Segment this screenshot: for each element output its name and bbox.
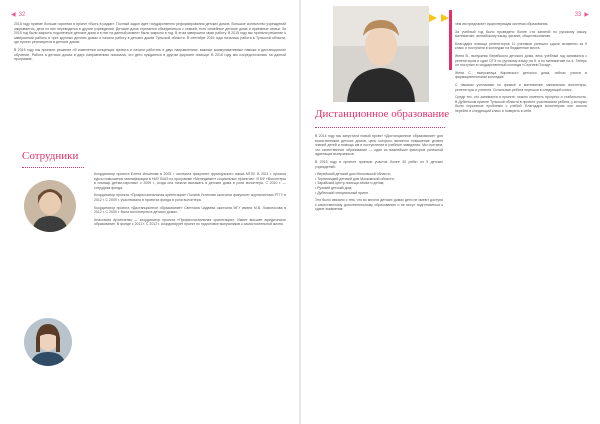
paragraph: С нашими учениками по физике и математике занимались волонтеры, репетиторы и учителя. Остальные ребята перешли в следующий класс. (455, 82, 587, 92)
distance-col2 (455, 22, 587, 117)
paragraph: Анастасия Архипченко — координатор проекта «Профессиональная ориентация». Имеет высшее юридическое образование. В фонде с 2011 г. С 2012 г. координирует проект по подготовке выпускников к самостоятельной жизни. (94, 217, 286, 227)
paragraph: Координатор проекта «Дистанционное образование» Светлана Чадаева окончила МГУ имени М.В. Ломоносова в 2012 г. С 2009 г. была волонтером в детских домах. (94, 205, 286, 215)
paragraph: Женя С., выпускница Кировского детского дома, сейчас учится в фармацевтическом колледже. (455, 70, 587, 80)
list-item: • Зарайский центр помощи семье и детям; (315, 181, 385, 186)
paragraph: За учебный год было проведено более ста занятий по русскому языку, математике, английскому языку, физике, обществознанию. (455, 29, 587, 39)
chevron-left-icon: ◀ (11, 12, 16, 18)
paragraph: Это было связано с тем, что во многих детских домах дети не имеют доступа к качественному дополнительному образованию и не могут подготовиться к сдаче экзаменов. (315, 198, 443, 212)
distance-col1 (315, 134, 443, 215)
paragraph: В 2015 году мы приняли решение об изменении концепции проекта и начали работать в двух направлениях: важные коммуникативные навыки и дистанционное обучение. Работа в детских домах в двух направлениях показала, что дети нуждаются в другом формате помощи. В 2016 году мы сосредоточились на данной программе. (14, 47, 286, 62)
paragraph: В 2014 году мы запустили новый проект «Дистанционное образование» для воспитанников детских домов, цель которого является повышение уровня знаний детей и помощь им в поступлении в учебные заведения. Мы считаем, что качественное образование — один из важнейших факторов успешной адаптации выпускников. (315, 134, 443, 157)
page-number-label: 33 (574, 12, 582, 18)
left-page (0, 0, 299, 424)
paragraph: Благодаря помощи репетиторов 11 учеников успешно сдали экзамены за 9 класс и поступили в колледжи на бюджетные места. (455, 41, 587, 51)
paragraph: 2015 году приеме больше гарантии в проект «Быть в радии». Полный задон идет государственно реформирования детских домов, большое количество учреждений закрывается, дети из них переводятся в другие учреждения. Детские дома стремятся объединиться с семьей, есть семейные детские дома и приемные семьи. За 2015 год были закрыты подопечные детские дома и в них на данный момент были закрыты в год. В этом завершили свою работу. В 2015 году мы приняли решение о завершении работы в трех крупных детских домах и начали работу в детских домах Тульской области. В сентябре 2015 года началась работа в Тульской области, где проект реализуется в детских домах. (14, 22, 286, 45)
right-page-number (575, 11, 592, 18)
list-item: • Рузский детский дом; (315, 185, 352, 190)
chevron-right-icon: ▶ (584, 12, 589, 18)
distance-heading: Дистанционное образование (315, 108, 450, 120)
staff-photo (24, 318, 72, 366)
paragraph: чем им предлагает существующая система образования. (455, 22, 549, 26)
left-page-number (8, 11, 25, 18)
list-item: • Дубенский специальный приют. (315, 190, 369, 195)
paragraph: Координатор проекта Елена Ильинова в 2005 г. окончила факультет французского языка МГЛУ. В 2011 г. прошла курсы повышения квалификации в НИУ ВШЭ по программе «Менеджмент социальных проектов». В БФ «Волонтеры в помощь детям-сиротам» с 2009 г., когда она начала выезжать в детские дома в роли волонтера. С 2010 г. — сотрудник фонда. (94, 172, 286, 190)
list-item: • Терпилицкий детский дом Московской области; (315, 176, 395, 181)
intro-text (14, 22, 286, 65)
right-page (301, 0, 600, 424)
heading-divider (315, 127, 445, 128)
list-item: • Верейский детский дом Московской области; (315, 172, 391, 177)
paragraph: Женя В., выпускник Верейского детского дома, весь учебный год занимался с репетитором и сдал ОГЭ по русскому языку на 5, а по математике на 4. Теперь он поступил в государственный колледж «Сергиев Посад». (455, 53, 587, 68)
staff-text (94, 172, 286, 230)
paragraph: В 2015 году в проекте приняли участие более 30 ребят из 5 детских учреждений: (315, 159, 443, 169)
paragraph: Среди тех, кто занимался в проекте, можно отметить прогресс и стабильность. В Дубенском приюте Тульской области в проекте участвовали ребята, у которых были серьезные проблемы с учебой. Благодаря волонтерам они смогли перейти в следующий класс и поверить в себя. (455, 95, 587, 113)
heading-divider (22, 167, 84, 168)
staff-photo (24, 180, 76, 232)
accent-bar (449, 10, 452, 70)
page-number-label: 32 (18, 12, 26, 18)
featured-photo (333, 6, 429, 102)
staff-heading: Сотрудники (22, 150, 79, 162)
paragraph: Координатор проекта «Профессиональная ориентация» Полина Устинова окончила факультет журналистики РГГУ в 2012 г. С 2009 г. участвовала в проектах фонда в роли волонтера. (94, 193, 286, 202)
